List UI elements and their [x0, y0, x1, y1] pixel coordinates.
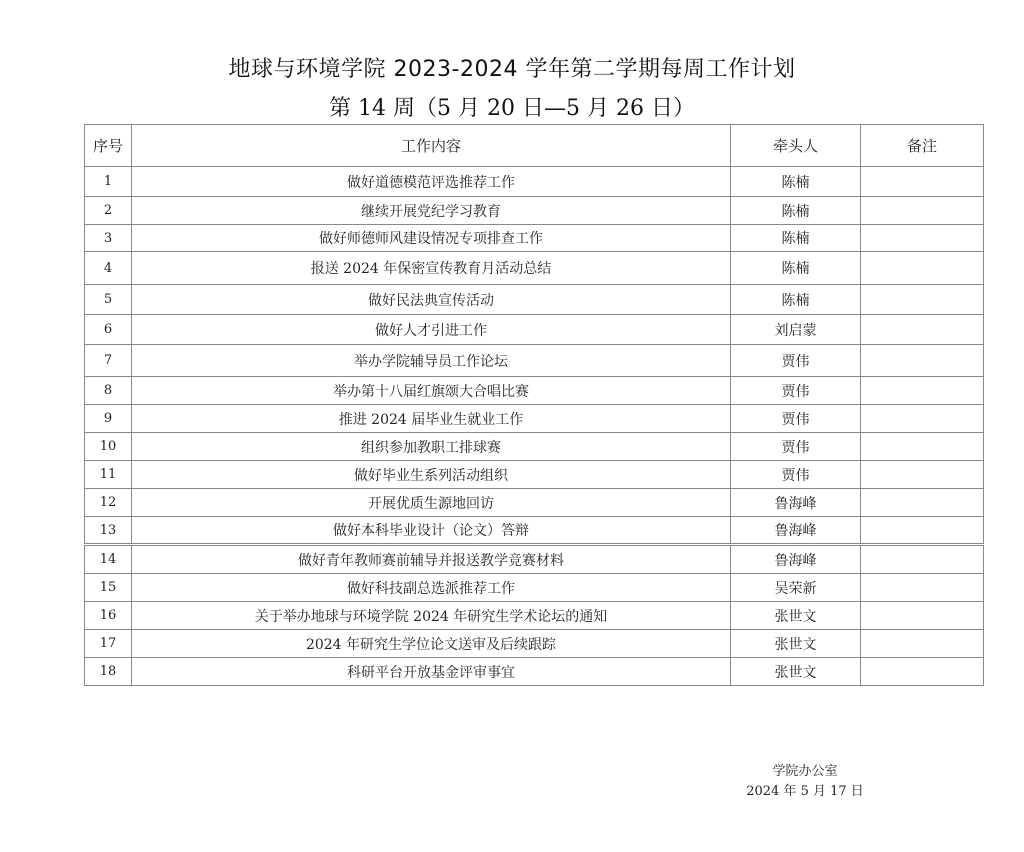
row-note: [861, 574, 984, 602]
table-row: [85, 225, 984, 252]
row-note: [861, 545, 984, 574]
row-number: 7: [85, 345, 132, 377]
table-row: [85, 315, 984, 345]
table-header-row: [85, 125, 984, 167]
row-content: 关于举办地球与环境学院 2024 年研究生学术论坛的通知: [132, 602, 731, 630]
table-row: [85, 658, 984, 686]
row-note: [861, 377, 984, 405]
row-note: [861, 489, 984, 517]
row-number: 5: [85, 285, 132, 315]
row-number: 6: [85, 315, 132, 345]
issue-date: 2024 年 5 月 17 日: [746, 784, 864, 799]
row-number: 13: [85, 517, 132, 545]
column-header-content: 工作内容: [132, 125, 731, 167]
row-number: 9: [85, 405, 132, 433]
row-content: 继续开展党纪学习教育: [132, 197, 731, 225]
row-content: 做好毕业生系列活动组织: [132, 461, 731, 489]
row-number: 16: [85, 602, 132, 630]
row-note: [861, 285, 984, 315]
table-row: [85, 461, 984, 489]
row-lead: 贾伟: [731, 433, 861, 461]
row-content: 做好本科毕业设计（论文）答辩: [132, 517, 731, 545]
column-header-number: 序号: [85, 125, 132, 167]
row-note: [861, 405, 984, 433]
row-content: 做好道德模范评选推荐工作: [132, 167, 731, 197]
row-note: [861, 461, 984, 489]
table-row: [85, 405, 984, 433]
row-content: 做好青年教师赛前辅导并报送教学竞赛材料: [132, 545, 731, 574]
row-note: [861, 167, 984, 197]
table-row: [85, 545, 984, 574]
row-note: [861, 517, 984, 545]
row-content: 举办学院辅导员工作论坛: [132, 345, 731, 377]
row-note: [861, 345, 984, 377]
table-row: [85, 602, 984, 630]
table-row: [85, 285, 984, 315]
row-note: [861, 630, 984, 658]
row-content: 做好师德师风建设情况专项排查工作: [132, 225, 731, 252]
row-lead: 贾伟: [731, 345, 861, 377]
row-number: 10: [85, 433, 132, 461]
column-header-note: 备注: [861, 125, 984, 167]
row-lead: 鲁海峰: [731, 517, 861, 545]
row-number: 12: [85, 489, 132, 517]
row-content: 做好人才引进工作: [132, 315, 731, 345]
row-lead: 贾伟: [731, 461, 861, 489]
row-number: 1: [85, 167, 132, 197]
row-content: 组织参加教职工排球赛: [132, 433, 731, 461]
table-row: [85, 433, 984, 461]
table-row: [85, 517, 984, 545]
row-number: 3: [85, 225, 132, 252]
row-number: 11: [85, 461, 132, 489]
office-name: 学院办公室: [772, 764, 838, 779]
row-note: [861, 225, 984, 252]
table-row: [85, 574, 984, 602]
work-plan-table: [84, 124, 984, 686]
row-lead: 张世文: [731, 602, 861, 630]
table-row: [85, 489, 984, 517]
row-content: 做好民法典宣传活动: [132, 285, 731, 315]
row-lead: 陈楠: [731, 197, 861, 225]
row-content: 报送 2024 年保密宣传教育月活动总结: [132, 252, 731, 285]
row-number: 14: [85, 545, 132, 574]
row-number: 8: [85, 377, 132, 405]
row-lead: 陈楠: [731, 285, 861, 315]
table-row: [85, 167, 984, 197]
row-content: 推进 2024 届毕业生就业工作: [132, 405, 731, 433]
row-note: [861, 602, 984, 630]
row-lead: 鲁海峰: [731, 545, 861, 574]
row-note: [861, 252, 984, 285]
row-content: 举办第十八届红旗颂大合唱比赛: [132, 377, 731, 405]
row-lead: 刘启蒙: [731, 315, 861, 345]
row-number: 4: [85, 252, 132, 285]
row-content: 开展优质生源地回访: [132, 489, 731, 517]
table-row: [85, 197, 984, 225]
row-lead: 鲁海峰: [731, 489, 861, 517]
week-subtitle: 第 14 周（5 月 20 日—5 月 26 日）: [329, 96, 695, 121]
column-header-lead: 牵头人: [731, 125, 861, 167]
row-note: [861, 315, 984, 345]
row-number: 17: [85, 630, 132, 658]
row-number: 18: [85, 658, 132, 686]
row-content: 科研平台开放基金评审事宜: [132, 658, 731, 686]
row-note: [861, 658, 984, 686]
row-lead: 贾伟: [731, 377, 861, 405]
table-row: [85, 252, 984, 285]
table-row: [85, 345, 984, 377]
row-note: [861, 433, 984, 461]
row-content: 2024 年研究生学位论文送审及后续跟踪: [132, 630, 731, 658]
row-lead: 贾伟: [731, 405, 861, 433]
row-lead: 张世文: [731, 658, 861, 686]
row-lead: 吴荣新: [731, 574, 861, 602]
row-lead: 张世文: [731, 630, 861, 658]
table-row: [85, 630, 984, 658]
row-content: 做好科技副总选派推荐工作: [132, 574, 731, 602]
row-lead: 陈楠: [731, 167, 861, 197]
table-row: [85, 377, 984, 405]
row-note: [861, 197, 984, 225]
row-lead: 陈楠: [731, 225, 861, 252]
signature-block: [740, 762, 870, 802]
row-lead: 陈楠: [731, 252, 861, 285]
row-number: 15: [85, 574, 132, 602]
page-title: 地球与环境学院 2023-2024 学年第二学期每周工作计划: [228, 57, 796, 82]
row-number: 2: [85, 197, 132, 225]
